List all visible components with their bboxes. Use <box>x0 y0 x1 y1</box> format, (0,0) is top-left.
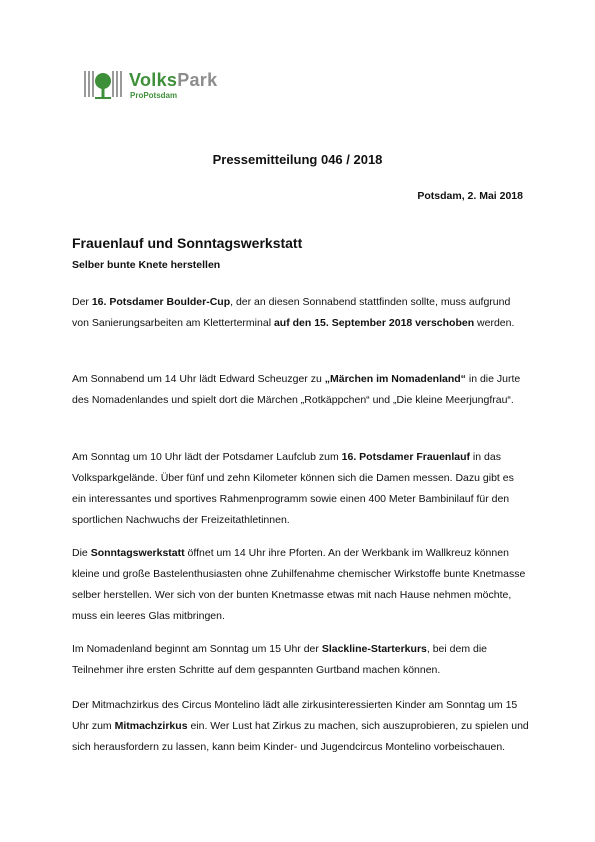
paragraph-frauenlauf <box>72 447 530 531</box>
bold-segment: 16. Potsdamer Frauenlauf <box>341 451 471 463</box>
bold-segment: Sonntagswerkstatt <box>90 547 185 559</box>
text-segment: ein. Wer Lust hat Zirkus zu machen, sich auszuprobieren, zu spielen und sich herausfordern zu lassen, kann beim Kinder- und Jugendcircus Montelino vorbeischauen. <box>72 720 529 753</box>
article-subtitle: Selber bunte Knete herstellen <box>72 259 221 271</box>
text-segment: , der an diesen Sonnabend stattfinden sollte, muss aufgrund von Sanierungsarbeiten am Kletterterminal <box>72 296 511 329</box>
text-segment: öffnet um 14 Uhr ihre Pforten. An der Werkbank im Wallkreuz können kleine und große Bastelenthusiasten ohne Zuhilfenahme chemischer Wirkstoffe bunte Knetmasse selber herstellen. Wer sich von der bunten Knetmasse etwas mit nach Hause nehmen möchte, muss ein leeres Glas mitbringen. <box>72 547 526 622</box>
paragraph-slackline <box>72 639 530 681</box>
text-segment: Die <box>72 547 91 559</box>
volkspark-logo <box>83 69 253 105</box>
text-segment: werden. <box>474 317 515 329</box>
logo-wordmark-volks: Volks <box>129 70 178 90</box>
press-release-headline: Pressemitteilung 046 / 2018 <box>212 152 383 167</box>
text-segment: Der Mitmachzirkus des Circus Montelino lädt alle zirkusinteressierten Kinder am Sonntag um 15 Uhr zum <box>72 699 518 732</box>
logo-subline: ProPotsdam <box>130 91 178 100</box>
bold-segment: Mitmachzirkus <box>114 720 188 732</box>
volkspark-emblem-icon <box>83 69 125 105</box>
bold-segment: „Märchen im Nomadenland“ <box>324 373 466 385</box>
paragraph-sonntagswerkstatt <box>72 543 530 627</box>
bold-segment: Slackline-Starterkurs <box>321 643 427 655</box>
text-segment: Am Sonntag um 10 Uhr lädt der Potsdamer Laufclub zum <box>72 451 342 463</box>
bold-segment: auf den 15. September 2018 verschoben <box>273 317 475 329</box>
bold-segment: 16. Potsdamer Boulder-Cup <box>91 296 231 308</box>
text-segment: Der <box>72 296 92 308</box>
dateline: Potsdam, 2. Mai 2018 <box>417 190 523 202</box>
logo-wordmark-park: Park <box>177 70 218 90</box>
logo-wordmark <box>129 70 217 90</box>
text-segment: Im Nomadenland beginnt am Sonntag um 15 Uhr der <box>72 643 322 655</box>
text-segment: in das Volksparkgelände. Über fünf und zehn Kilometer können sich die Damen messen. Dazu gibt es ein interessantes und sportives Rahmenprogramm sowie einen 400 Meter Bambinilauf für den sportlichen Nachwuchs der Freizeitathletinnen. <box>72 451 514 526</box>
paragraph-mitmachzirkus <box>72 695 530 758</box>
paragraph-maerchen <box>72 369 530 411</box>
text-segment: in die Jurte des Nomadenlandes und spielt dort die Märchen „Rotkäppchen“ und „Die kleine Meerjungfrau“. <box>72 373 521 406</box>
paragraph-boulder-cup <box>72 292 530 334</box>
article-title: Frauenlauf und Sonntagswerkstatt <box>72 235 303 251</box>
text-segment: , bei dem die Teilnehmer ihre ersten Schritte auf dem gespannten Gurtband machen können. <box>72 643 487 676</box>
text-segment: Am Sonnabend um 14 Uhr lädt Edward Scheuzger zu <box>72 373 325 385</box>
